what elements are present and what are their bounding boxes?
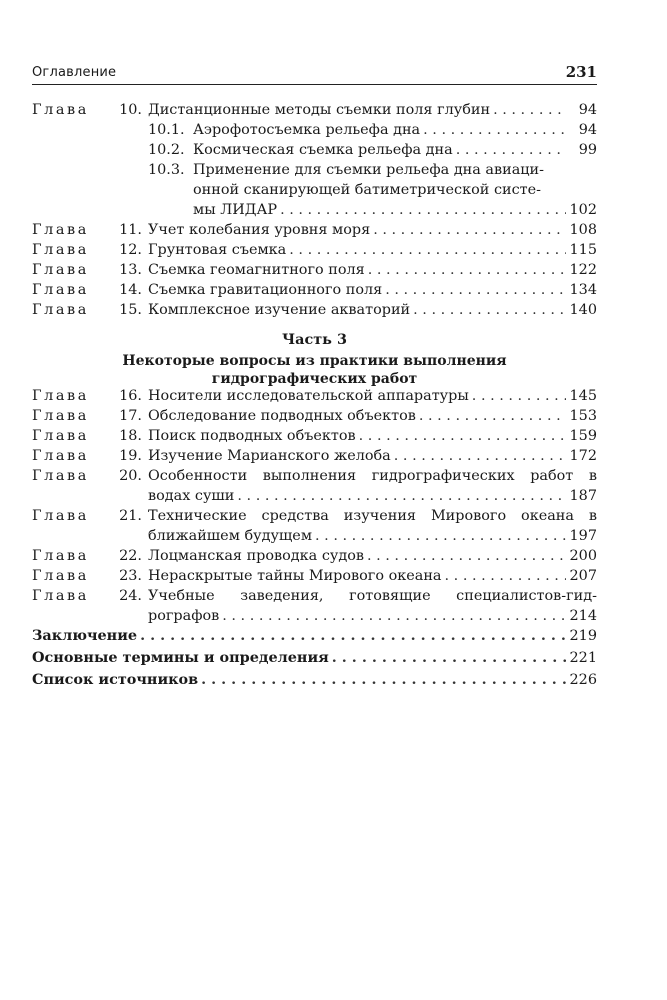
chapter-label: Глава — [32, 428, 89, 444]
toc-entry-chapter-23[interactable] — [32, 566, 597, 586]
toc-entry-chapter-10[interactable] — [32, 100, 597, 120]
chapter-title: Грунтовая съемка — [148, 242, 287, 258]
chapter-number: 16. — [119, 388, 142, 404]
chapter-title: Лоцманская проводка судов — [148, 548, 364, 564]
chapter-number: 22. — [119, 548, 142, 564]
dot-leader — [368, 260, 566, 280]
dot-leader — [222, 606, 566, 626]
page-number: 108 — [569, 222, 597, 238]
chapter-title: Нераскрытые тайны Мирового океана — [148, 568, 442, 584]
dot-leader — [332, 648, 566, 668]
dot-leader — [413, 300, 566, 320]
chapter-title: Носители исследовательской аппаратуры — [148, 388, 469, 404]
page-number: 187 — [569, 488, 597, 504]
toc-entry-chapter-22[interactable] — [32, 546, 597, 566]
chapter-title-line-2: рографов — [148, 608, 220, 624]
page-number: 226 — [569, 672, 597, 688]
dot-leader — [237, 486, 566, 506]
chapter-number: 10. — [119, 102, 142, 118]
part-3-title: Часть 3 — [282, 331, 347, 348]
dot-leader — [456, 140, 566, 160]
page-number: 134 — [569, 282, 597, 298]
toc-entry-chapter-12[interactable] — [32, 240, 597, 260]
chapter-title: Изучение Марианского желоба — [148, 448, 391, 464]
section-title-line-1: Применение для съемки рельефа дна авиаци- — [193, 162, 544, 178]
part-3-subtitle-line-2: гидрографических работ — [211, 371, 418, 387]
section-number: 10.1. — [148, 122, 185, 138]
dot-leader — [359, 426, 566, 446]
page-number: 94 — [578, 122, 597, 138]
chapter-number: 12. — [119, 242, 142, 258]
page-number: 122 — [569, 262, 597, 278]
section-title: Аэрофотосъемка рельефа дна — [193, 122, 421, 138]
dot-leader — [373, 220, 566, 240]
chapter-title: Поиск подводных объектов — [148, 428, 356, 444]
toc-entry-references[interactable] — [32, 670, 597, 690]
chapter-label: Глава — [32, 508, 89, 524]
running-header — [32, 60, 597, 85]
chapter-title: Учет колебания уровня моря — [148, 222, 371, 238]
toc-entry-section-10-1[interactable] — [32, 120, 597, 140]
dot-leader — [289, 240, 566, 260]
chapter-number: 20. — [119, 468, 142, 484]
dot-leader — [445, 566, 566, 586]
header-page-number: 231 — [565, 63, 597, 81]
chapter-number: 18. — [119, 428, 142, 444]
toc-entry-chapter-24-cont[interactable] — [32, 606, 597, 626]
dot-leader — [367, 546, 566, 566]
toc-entry-section-10-3[interactable] — [32, 160, 597, 180]
page-number: 153 — [569, 408, 597, 424]
chapter-label: Глава — [32, 282, 89, 298]
dot-leader — [423, 120, 566, 140]
chapter-title: Дистанционные методы съемки поля глубин — [148, 102, 491, 118]
page-number: 219 — [569, 628, 597, 644]
toc-entry-chapter-17[interactable] — [32, 406, 597, 426]
chapter-label: Глава — [32, 588, 89, 604]
dot-leader — [472, 386, 566, 406]
chapter-title-line-1: Особенности выполнения гидрографических работ в — [148, 468, 597, 484]
page-number: 207 — [569, 568, 597, 584]
chapter-label: Глава — [32, 388, 89, 404]
toc-entry-chapter-21-cont[interactable] — [32, 526, 597, 546]
page-number: 102 — [569, 202, 597, 218]
chapter-number: 24. — [119, 588, 142, 604]
chapter-number: 14. — [119, 282, 142, 298]
toc-entry-chapter-20-cont[interactable] — [32, 486, 597, 506]
chapter-title: Съемка гравитационного поля — [148, 282, 383, 298]
page-number: 99 — [578, 142, 597, 158]
chapter-label: Глава — [32, 548, 89, 564]
chapter-label: Глава — [32, 242, 89, 258]
chapter-number: 11. — [119, 222, 142, 238]
chapter-title: Обследование подводных объектов — [148, 408, 416, 424]
chapter-title-line-1: Учебные заведения, готовящие специалистов-гид- — [148, 588, 597, 604]
toc-entry-chapter-18[interactable] — [32, 426, 597, 446]
chapter-label: Глава — [32, 102, 89, 118]
dot-leader — [385, 280, 566, 300]
chapter-label: Глава — [32, 408, 89, 424]
dot-leader — [280, 200, 566, 220]
chapter-label: Глава — [32, 302, 89, 318]
toc-entry-chapter-19[interactable] — [32, 446, 597, 466]
chapter-label: Глава — [32, 568, 89, 584]
dot-leader — [201, 670, 566, 690]
chapter-number: 21. — [119, 508, 142, 524]
chapter-title: Съемка геомагнитного поля — [148, 262, 365, 278]
toc-entry-section-10-2[interactable] — [32, 140, 597, 160]
page-number: 140 — [569, 302, 597, 318]
entry-title: Основные термины и определения — [32, 649, 329, 666]
toc-entry-chapter-16[interactable] — [32, 386, 597, 406]
toc-entry-section-10-3-end[interactable] — [32, 200, 597, 220]
toc-entry-chapter-21[interactable] — [32, 506, 597, 526]
section-number: 10.3. — [148, 162, 185, 178]
entry-title: Список источников — [32, 671, 199, 688]
chapter-number: 17. — [119, 408, 142, 424]
chapter-title-line-2: ближайшем будущем — [148, 528, 313, 544]
chapter-number: 15. — [119, 302, 142, 318]
part-3-subtitle-line-1: Некоторые вопросы из практики выполнения — [122, 353, 507, 369]
dot-leader — [394, 446, 566, 466]
chapter-number: 19. — [119, 448, 142, 464]
page-number: 159 — [569, 428, 597, 444]
section-title: Космическая съемка рельефа дна — [193, 142, 453, 158]
chapter-title-line-2: водах суши — [148, 488, 235, 504]
toc-entry-chapter-11[interactable] — [32, 220, 597, 240]
chapter-label: Глава — [32, 448, 89, 464]
entry-title: Заключение — [32, 627, 138, 644]
section-title-line-3: мы ЛИДАР — [193, 202, 278, 218]
dot-leader — [419, 406, 566, 426]
chapter-title: Комплексное изучение акваторий — [148, 302, 411, 318]
toc-entry-chapter-15[interactable] — [32, 300, 597, 320]
chapter-label: Глава — [32, 222, 89, 238]
page-number: 94 — [578, 102, 597, 118]
toc-entry-section-10-3-cont — [32, 180, 597, 200]
section-number: 10.2. — [148, 142, 185, 158]
chapter-title-line-1: Технические средства изучения Мирового океана в — [148, 508, 597, 524]
chapter-label: Глава — [32, 468, 89, 484]
page-number: 221 — [569, 650, 597, 666]
page-number: 172 — [569, 448, 597, 464]
toc-entry-glossary[interactable] — [32, 648, 597, 668]
header-title: Оглавление — [32, 65, 117, 80]
page-number: 115 — [569, 242, 597, 258]
dot-leader — [140, 626, 566, 646]
chapter-label: Глава — [32, 262, 89, 278]
page-number: 197 — [569, 528, 597, 544]
page-number: 214 — [569, 608, 597, 624]
toc-entry-chapter-13[interactable] — [32, 260, 597, 280]
dot-leader — [315, 526, 566, 546]
toc-entry-chapter-24[interactable] — [32, 586, 597, 606]
toc-entry-chapter-20[interactable] — [32, 466, 597, 486]
page-number: 200 — [569, 548, 597, 564]
toc-entry-chapter-14[interactable] — [32, 280, 597, 300]
dot-leader — [493, 100, 566, 120]
chapter-number: 23. — [119, 568, 142, 584]
toc-entry-conclusion[interactable] — [32, 626, 597, 646]
chapter-number: 13. — [119, 262, 142, 278]
page-number: 145 — [569, 388, 597, 404]
section-title-line-2: онной сканирующей батиметрической систе- — [193, 182, 541, 198]
